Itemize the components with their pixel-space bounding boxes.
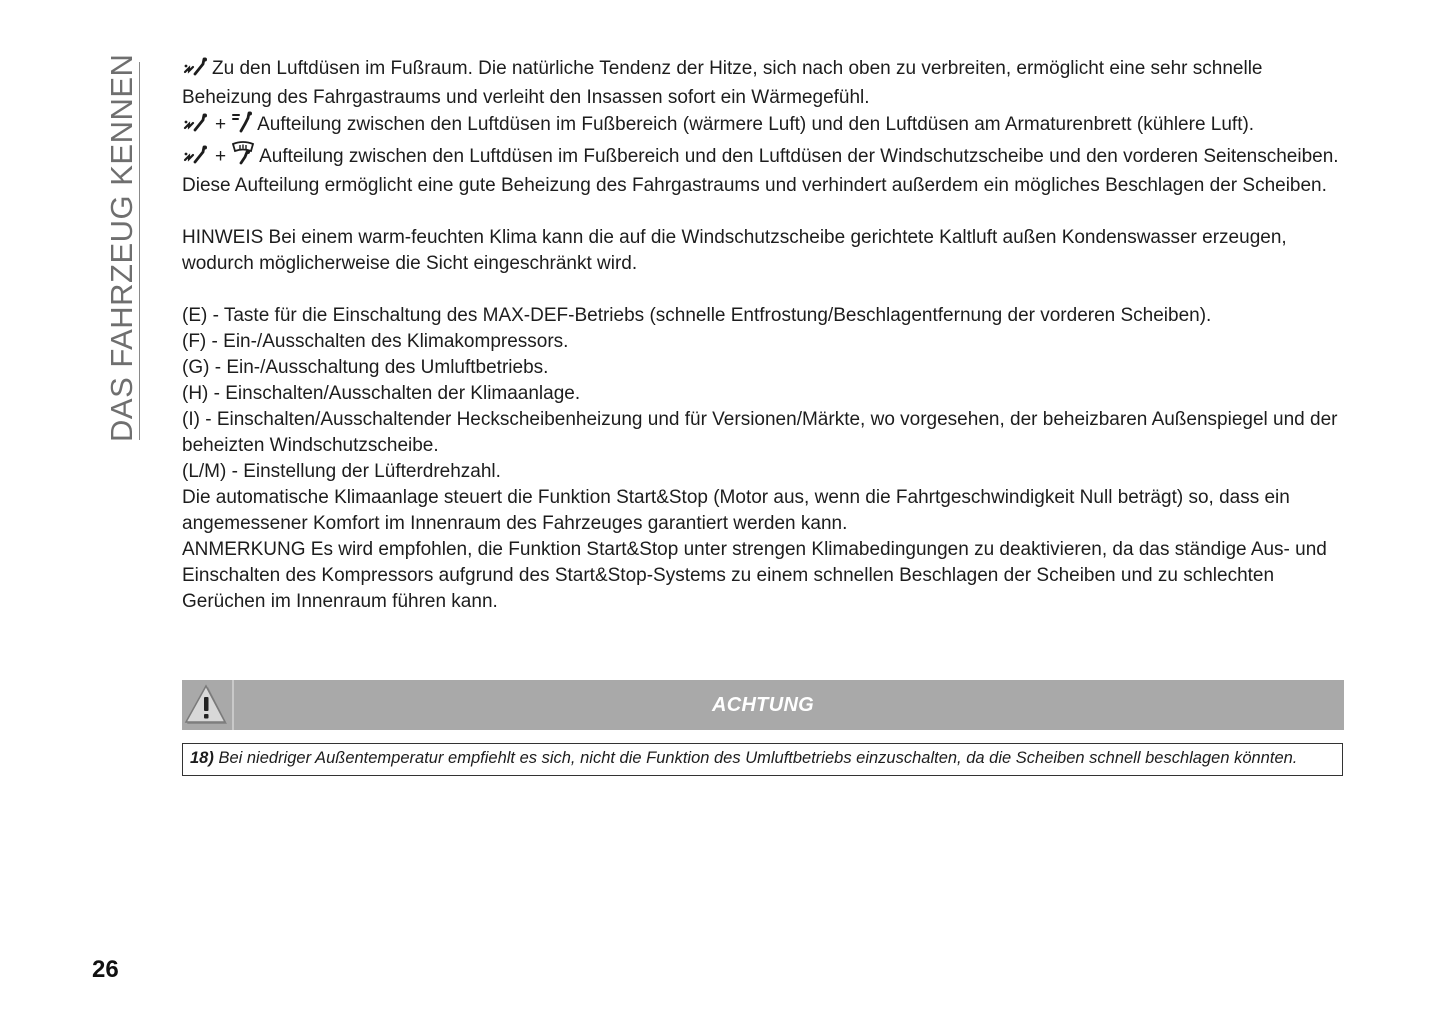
dashboard-vent-icon [231, 111, 255, 141]
section-title: DAS FAHRZEUG KENNEN [104, 53, 139, 442]
paragraph-text: Aufteilung zwischen den Luftdüsen im Fußbereich und den Luftdüsen der Windschutzscheibe und den vorderen Seitenscheiben. Diese Aufteilung ermöglicht eine gute Beheizung des Fahrgastraums und verhindert außerdem ein mögliches Beschlagen der Scheiben. [182, 146, 1339, 196]
paragraph-foot-dash-vents [182, 111, 1344, 141]
section-divider [139, 62, 140, 440]
plus-sign: + [215, 146, 227, 167]
paragraph-startstop: Die automatische Klimaanlage steuert die Funktion Start&Stop (Motor aus, wenn die Fahrtgeschwindigkeit Null beträgt) so, dass ein angemessener Komfort im Innenraum des Fahrzeuges garantiert werden kann. [182, 487, 1290, 534]
note-anmerkung: ANMERKUNG Es wird empfohlen, die Funktion Start&Stop unter strengen Klimabedingungen zu deaktivieren, da das ständige Aus- und Einschalten des Kompressors aufgrund des Start&Stop-Systems zu einem schnellen Beschlagen der Scheiben und zu schlechten Gerüchen im Innenraum führen kann. [182, 539, 1327, 612]
foot-vent-icon [182, 145, 210, 173]
list-item: (G) - Ein-/Ausschaltung des Umluftbetriebs. [182, 357, 549, 378]
list-item: (I) - Einschalten/Ausschaltender Heckscheibenheizung und für Versionen/Märkte, wo vorgesehen, der beheizbaren Außenspiegel und der beheizten Windschutzscheibe. [182, 409, 1338, 456]
list-item: (F) - Ein-/Ausschalten des Klimakompressors. [182, 331, 569, 352]
warning-note [182, 743, 1343, 776]
list-item: (L/M) - Einstellung der Lüfterdrehzahl. [182, 461, 501, 482]
list-item: (E) - Taste für die Einschaltung des MAX-DEF-Betriebs (schnelle Entfrostung/Beschlagentfernung der vorderen Scheiben). [182, 305, 1212, 326]
list-item: (H) - Einschalten/Ausschalten der Klimaanlage. [182, 383, 581, 404]
note-number: 18) [190, 749, 214, 767]
note-text: Bei niedriger Außentemperatur empfiehlt es sich, nicht die Funktion des Umluftbetriebs einzuschalten, da die Scheiben schnell beschlagen könnten. [218, 749, 1298, 767]
foot-vent-icon [182, 113, 210, 141]
paragraph-text: Zu den Luftdüsen im Fußraum. Die natürliche Tendenz der Hitze, sich nach oben zu verbreiten, ermöglicht eine sehr schnelle Beheizung des Fahrgastraums und verleiht den Insassen sofort ein Wärmegefühl. [182, 58, 1263, 108]
note-hinweis: HINWEIS Bei einem warm-feuchten Klima kann die auf die Windschutzscheibe gerichtete Kaltluft außen Kondenswasser erzeugen, wodurch möglicherweise die Sicht eingeschränkt wird. [182, 227, 1287, 274]
page-number: 26 [92, 956, 119, 983]
warning-header [182, 680, 1344, 730]
warning-title: ACHTUNG [711, 694, 815, 716]
plus-sign: + [215, 114, 227, 135]
paragraph-text: Aufteilung zwischen den Luftdüsen im Fußbereich (wärmere Luft) und den Luftdüsen am Armaturenbrett (kühlere Luft). [257, 114, 1255, 135]
paragraph-foot-windscreen-vents [182, 141, 1344, 199]
windscreen-vent-icon [231, 141, 257, 173]
paragraph-foot-vents [182, 56, 1344, 111]
warning-triangle-icon [182, 680, 234, 730]
body-text [182, 56, 1344, 615]
foot-vent-icon [182, 57, 210, 85]
